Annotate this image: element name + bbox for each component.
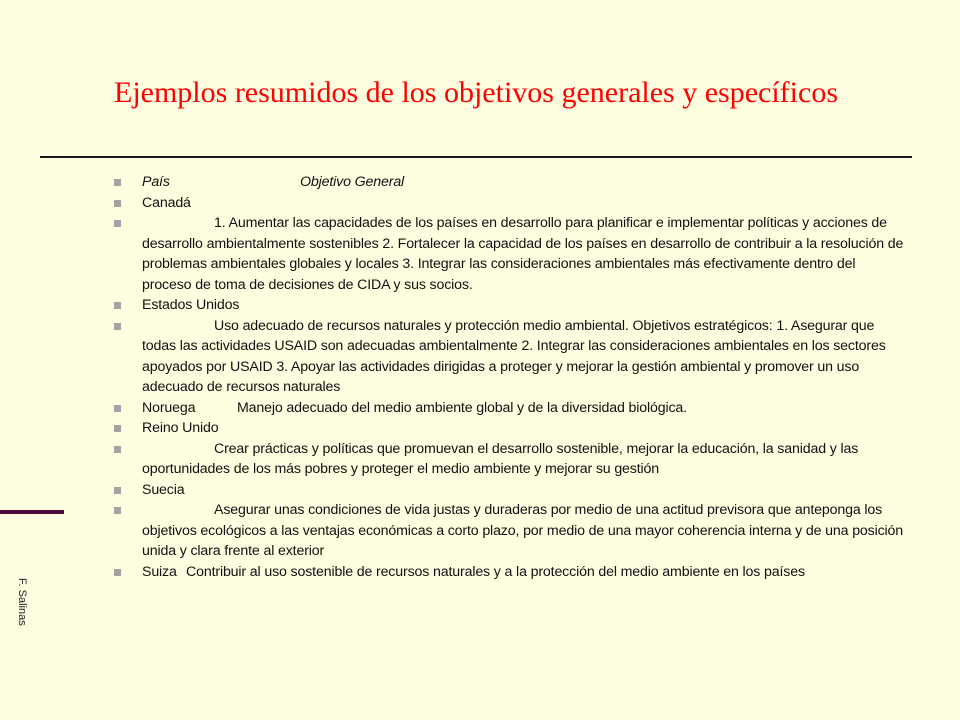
objective-text: Asegurar unas condiciones de vida justas y duraderas por medio de una actitud previsora que anteponga los objetivos ecológicos a las ventajas económicas a corto plazo, por medio de una mayor coherencia interna y de una posición unida y clara frente al exterior (142, 502, 904, 559)
square-bullet-icon (114, 405, 121, 412)
country-name: Suiza (142, 563, 177, 580)
list-item-suecia-objective (114, 500, 904, 562)
objective-text: Crear prácticas y políticas que promuevan el desarrollo sostenible, mejorar la educación, la sanidad y las oportunidades de los más pobres y proteger el medio ambiente y mejorar su gestión (142, 440, 859, 477)
square-bullet-icon (114, 569, 121, 576)
square-bullet-icon (114, 200, 121, 207)
country-name: Reino Unido (142, 420, 219, 436)
side-accent-bar (0, 510, 64, 514)
square-bullet-icon (114, 220, 121, 227)
objective-text: 1. Aumentar las capacidades de los países en desarrollo para planificar e implementar políticas y acciones de desarrollo ambientalmente sostenibles 2. Fortalecer la capacidad de los países en desarrollo de contribuir a la resolución de problemas ambientales globales y locales 3. Integrar las consideraciones ambientales más efectivamente dentro del proceso de toma de decisiones de CIDA y sus socios. (142, 215, 904, 293)
slide-title: Ejemplos resumidos de los objetivos generales y específicos (114, 76, 838, 109)
country-name: Noruega (142, 399, 196, 416)
square-bullet-icon (114, 425, 121, 432)
list-item-suecia (114, 480, 904, 501)
list-item-usa-objective (114, 316, 904, 398)
country-name: Estados Unidos (142, 297, 240, 313)
square-bullet-icon (114, 302, 121, 309)
list-item-canada-objective (114, 213, 904, 295)
objective-text: Uso adecuado de recursos naturales y protección medio ambiental. Objetivos estratégicos: 1. Asegurar que todas las actividades USAID son adecuadas ambientalmente 2. Integrar las consideraciones ambientales en los sectores apoyados por USAID 3. Apoyar las actividades dirigidas a proteger y mejorar la gestión ambiental y promover un uso adecuado de recursos naturales (142, 317, 886, 395)
country-column-label: País (142, 174, 170, 190)
objectives-list (114, 172, 904, 582)
author-label: F. Salinas (16, 578, 28, 626)
list-item-suiza (114, 562, 904, 583)
title-divider (40, 156, 912, 158)
objective-text: Contribuir al uso sostenible de recursos naturales y a la protección del medio ambiente en los países (186, 563, 805, 580)
list-item-usa (114, 295, 904, 316)
header-row (114, 172, 904, 193)
square-bullet-icon (114, 179, 121, 186)
square-bullet-icon (114, 507, 121, 514)
list-item-canada (114, 193, 904, 214)
square-bullet-icon (114, 323, 121, 330)
square-bullet-icon (114, 487, 121, 494)
list-item-reino-unido-objective (114, 439, 904, 480)
square-bullet-icon (114, 446, 121, 453)
list-item-noruega (114, 398, 904, 419)
objective-column-label: Objetivo General (300, 174, 405, 190)
list-item-reino-unido (114, 418, 904, 439)
country-name: Canadá (142, 194, 191, 211)
country-name: Suecia (142, 481, 185, 498)
objective-text: Manejo adecuado del medio ambiente global y de la diversidad biológica. (237, 399, 687, 416)
